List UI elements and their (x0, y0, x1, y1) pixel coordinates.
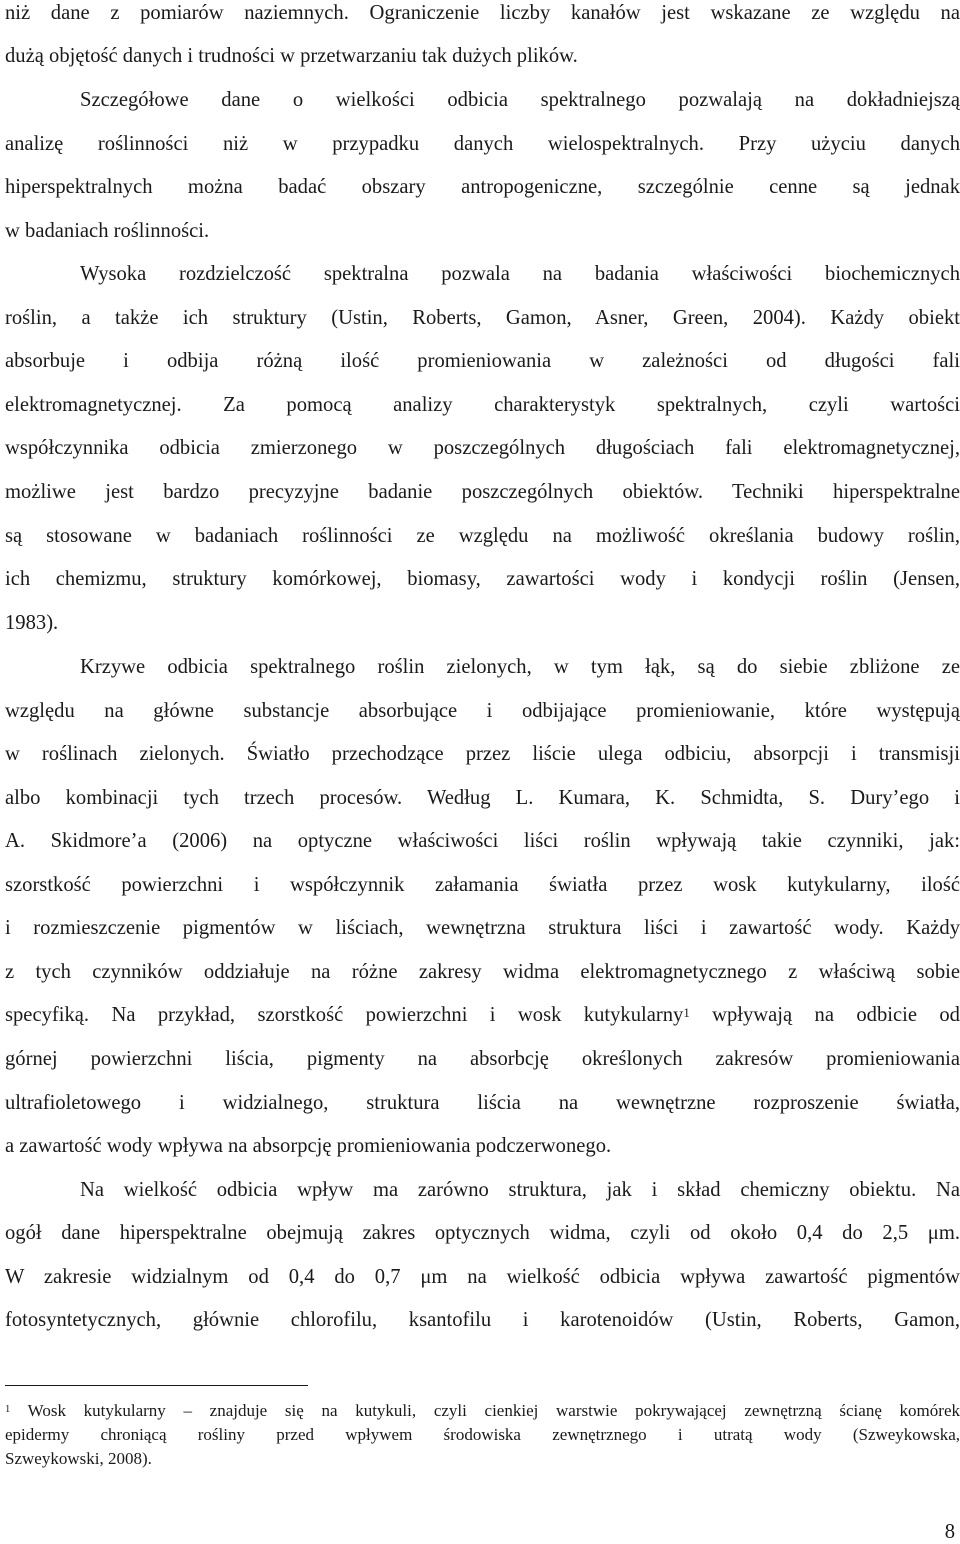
body-line-28: Na wielkość odbicia wpływ ma zarówno struktura, jak i skład chemiczny obiektu. Na (80, 1179, 960, 1201)
body-line-13: są stosowane w badaniach roślinności ze względu na możliwość określania budowy roślin, (5, 525, 960, 547)
body-line-27: a zawartość wody wpływa na absorpcję promieniowania podczerwonego. (5, 1135, 612, 1157)
body-line-29: ogół dane hiperspektralne obejmują zakres optycznych widma, czyli od około 0,4 do 2,5 μm. (5, 1222, 960, 1244)
body-line-25: górnej powierzchni liścia, pigmenty na absorbcję określonych zakresów promieniowania (5, 1048, 960, 1070)
body-line-14: ich chemizmu, struktury komórkowej, biomasy, zawartości wody i kondycji roślin (Jensen, (5, 568, 960, 590)
footnote-separator (5, 1385, 308, 1386)
body-line-18: w roślinach zielonych. Światło przechodzące przez liście ulega odbiciu, absorpcji i transmisji (5, 743, 960, 765)
body-line-22: i rozmieszczenie pigmentów w liściach, wewnętrzna struktura liści i zawartość wody. Każdy (5, 917, 960, 939)
body-line-24 (5, 1002, 960, 1028)
body-line-6: w badaniach roślinności. (5, 220, 210, 242)
body-line-17: względu na główne substancje absorbujące i odbijające promieniowanie, które występują (5, 700, 960, 722)
footnote-line-1-text: Wosk kutykularny – znajduje się na kutykuli, czyli cienkiej warstwie pokrywającej zewnętrzną ścianę komórek (10, 1401, 960, 1420)
body-line-26: ultrafioletowego i widzialnego, struktura liścia na wewnętrzne rozproszenie światła, (5, 1092, 960, 1114)
body-line-10: elektromagnetycznej. Za pomocą analizy charakterystyk spektralnych, czyli wartości (5, 394, 960, 416)
body-line-15: 1983). (5, 612, 59, 634)
body-line-30: W zakresie widzialnym od 0,4 do 0,7 μm na wielkość odbicia wpływa zawartość pigmentów (5, 1266, 960, 1288)
footnote-marker: 1 (5, 1404, 11, 1416)
body-line-31: fotosyntetycznych, głównie chlorofilu, ksantofilu i karotenoidów (Ustin, Roberts, Gamon, (5, 1309, 960, 1331)
body-line-2: dużą objętość danych i trudności w przetwarzaniu tak dużych plików. (5, 45, 578, 67)
footnote-line-3: Szweykowski, 2008). (5, 1449, 152, 1468)
body-line-3: Szczegółowe dane o wielkości odbicia spektralnego pozwalają na dokładniejszą (80, 89, 960, 111)
body-line-9: absorbuje i odbija różną ilość promieniowania w zależności od długości fali (5, 350, 960, 372)
body-line-19: albo kombinacji tych trzech procesów. Według L. Kumara, K. Schmidta, S. Dury’ego i (5, 787, 960, 809)
page-number: 8 (944, 1521, 955, 1543)
footnote-reference: 1 (683, 1005, 690, 1020)
body-line-12: możliwe jest bardzo precyzyjne badanie poszczególnych obiektów. Techniki hiperspektralne (5, 481, 960, 503)
body-line-5: hiperspektralnych można badać obszary antropogeniczne, szczególnie cenne są jednak (5, 176, 960, 198)
body-line-1: niż dane z pomiarów naziemnych. Ograniczenie liczby kanałów jest wskazane ze względu na (5, 2, 960, 24)
body-line-24-text: specyfiką. Na przykład, szorstkość powierzchni i wosk kutykularny (5, 1004, 684, 1026)
body-line-4: analizę roślinności niż w przypadku danych wielospektralnych. Przy użyciu danych (5, 133, 960, 155)
body-line-21: szorstkość powierzchni i współczynnik załamania światła przez wosk kutykularny, ilość (5, 874, 960, 896)
body-line-7: Wysoka rozdzielczość spektralna pozwala na badania właściwości biochemicznych (80, 263, 960, 285)
body-line-11: współczynnika odbicia zmierzonego w poszczególnych długościach fali elektromagnetycznej, (5, 437, 960, 459)
body-line-16: Krzywe odbicia spektralnego roślin zielonych, w tym łąk, są do siebie zbliżone ze (80, 656, 960, 678)
body-line-20: A. Skidmore’a (2006) na optyczne właściwości liści roślin wpływają takie czynniki, jak: (5, 830, 960, 852)
body-line-8: roślin, a także ich struktury (Ustin, Roberts, Gamon, Asner, Green, 2004). Każdy obiekt (5, 307, 960, 329)
body-line-24-rest: wpływają na odbicie od (689, 1004, 960, 1026)
footnote-line-1 (5, 1400, 960, 1422)
body-line-23: z tych czynników oddziałuje na różne zakresy widma elektromagnetycznego z właściwą sobie (5, 961, 960, 983)
footnote-line-2: epidermy chroniącą rośliny przed wpływem środowiska zewnętrznego i utratą wody (Szweykowska, (5, 1425, 960, 1444)
